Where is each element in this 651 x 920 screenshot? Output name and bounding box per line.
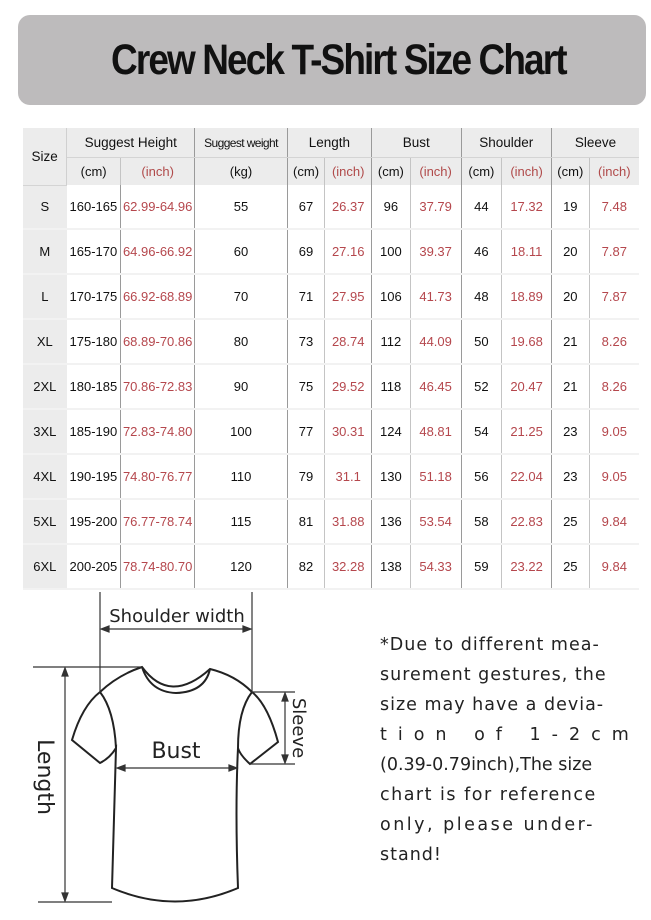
size-cell: L — [23, 274, 67, 319]
size-cell: 2XL — [23, 364, 67, 409]
sleeve-inch-cell: 9.84 — [589, 499, 639, 544]
weight-cell: 60 — [195, 229, 287, 274]
note-line: stand! — [380, 845, 442, 865]
size-cell: XL — [23, 319, 67, 364]
shoulder-inch-cell: 19.68 — [502, 319, 552, 364]
length-inch-cell: 31.88 — [325, 499, 372, 544]
length-inch-cell: 30.31 — [325, 409, 372, 454]
unit-bust-inch: (inch) — [410, 158, 461, 186]
note-line: surement gestures, the — [380, 665, 607, 685]
sleeve-cm-cell: 20 — [552, 274, 590, 319]
bust-inch-cell: 44.09 — [410, 319, 461, 364]
size-cell: 3XL — [23, 409, 67, 454]
unit-height-inch: (inch) — [121, 158, 195, 186]
sleeve-inch-cell: 9.05 — [589, 454, 639, 499]
sleeve-inch-cell: 8.26 — [589, 319, 639, 364]
height-cm-cell: 200-205 — [67, 544, 121, 589]
bust-inch-cell: 39.37 — [410, 229, 461, 274]
weight-cell: 70 — [195, 274, 287, 319]
bust-cm-cell: 130 — [372, 454, 411, 499]
length-cm-cell: 82 — [287, 544, 325, 589]
length-label: Length — [32, 739, 57, 815]
bust-cm-cell: 106 — [372, 274, 411, 319]
bust-inch-cell: 41.73 — [410, 274, 461, 319]
unit-sleeve-cm: (cm) — [552, 158, 590, 186]
header-size: Size — [23, 128, 67, 185]
shoulder-inch-cell: 20.47 — [502, 364, 552, 409]
shoulder-cm-cell: 50 — [461, 319, 502, 364]
header-suggest-weight: Suggest weight — [195, 128, 287, 158]
height-inch-cell: 64.96-66.92 — [121, 229, 195, 274]
unit-shoulder-inch: (inch) — [502, 158, 552, 186]
length-inch-cell: 32.28 — [325, 544, 372, 589]
bust-cm-cell: 124 — [372, 409, 411, 454]
length-inch-cell: 27.16 — [325, 229, 372, 274]
header-suggest-height: Suggest Height — [67, 128, 195, 158]
bust-cm-cell: 96 — [372, 185, 411, 229]
unit-height-cm: (cm) — [67, 158, 121, 186]
note-line: (0.39-0.79inch),The size — [380, 755, 593, 775]
size-cell: S — [23, 185, 67, 229]
shoulder-cm-cell: 46 — [461, 229, 502, 274]
height-cm-cell: 165-170 — [67, 229, 121, 274]
height-inch-cell: 72.83-74.80 — [121, 409, 195, 454]
sleeve-cm-cell: 19 — [552, 185, 590, 229]
height-cm-cell: 190-195 — [67, 454, 121, 499]
bust-inch-cell: 53.54 — [410, 499, 461, 544]
weight-cell: 110 — [195, 454, 287, 499]
shoulder-inch-cell: 17.32 — [502, 185, 552, 229]
shoulder-inch-cell: 22.83 — [502, 499, 552, 544]
sleeve-inch-cell: 9.05 — [589, 409, 639, 454]
page-title: Crew Neck T-Shirt Size Chart — [111, 35, 566, 84]
length-inch-cell: 27.95 — [325, 274, 372, 319]
note-line: chart is for reference — [380, 785, 597, 805]
shoulder-inch-cell: 18.11 — [502, 229, 552, 274]
bust-cm-cell: 100 — [372, 229, 411, 274]
height-cm-cell: 185-190 — [67, 409, 121, 454]
length-inch-cell: 26.37 — [325, 185, 372, 229]
shoulder-inch-cell: 23.22 — [502, 544, 552, 589]
size-table-body — [23, 185, 639, 589]
length-inch-cell: 29.52 — [325, 364, 372, 409]
length-cm-cell: 81 — [287, 499, 325, 544]
height-inch-cell: 76.77-78.74 — [121, 499, 195, 544]
length-inch-cell: 28.74 — [325, 319, 372, 364]
shoulder-inch-cell: 18.89 — [502, 274, 552, 319]
shoulder-inch-cell: 22.04 — [502, 454, 552, 499]
sleeve-inch-cell: 7.87 — [589, 274, 639, 319]
sleeve-inch-cell: 7.87 — [589, 229, 639, 274]
note-line: *Due to different mea- — [380, 635, 600, 655]
weight-cell: 55 — [195, 185, 287, 229]
bust-inch-cell: 54.33 — [410, 544, 461, 589]
length-cm-cell: 67 — [287, 185, 325, 229]
height-cm-cell: 160-165 — [67, 185, 121, 229]
note-line: size may have a devia- — [380, 695, 605, 715]
unit-weight-kg: (kg) — [195, 158, 287, 186]
shoulder-cm-cell: 52 — [461, 364, 502, 409]
weight-cell: 100 — [195, 409, 287, 454]
length-cm-cell: 73 — [287, 319, 325, 364]
sleeve-cm-cell: 20 — [552, 229, 590, 274]
table-row — [23, 229, 639, 274]
header-row-groups — [23, 128, 639, 158]
shoulder-cm-cell: 44 — [461, 185, 502, 229]
shoulder-inch-cell: 21.25 — [502, 409, 552, 454]
sleeve-cm-cell: 21 — [552, 319, 590, 364]
tshirt-measurement-diagram — [0, 580, 340, 920]
sleeve-cm-cell: 23 — [552, 409, 590, 454]
sleeve-label: Sleeve — [288, 697, 309, 759]
height-inch-cell: 78.74-80.70 — [121, 544, 195, 589]
height-inch-cell: 74.80-76.77 — [121, 454, 195, 499]
title-banner — [18, 15, 646, 105]
shoulder-cm-cell: 56 — [461, 454, 502, 499]
size-cell: M — [23, 229, 67, 274]
shoulder-cm-cell: 54 — [461, 409, 502, 454]
table-row — [23, 499, 639, 544]
bust-label: Bust — [151, 739, 201, 764]
size-cell: 5XL — [23, 499, 67, 544]
height-cm-cell: 170-175 — [67, 274, 121, 319]
size-cell: 6XL — [23, 544, 67, 589]
bust-cm-cell: 138 — [372, 544, 411, 589]
bust-cm-cell: 112 — [372, 319, 411, 364]
height-cm-cell: 195-200 — [67, 499, 121, 544]
measurement-disclaimer — [380, 630, 640, 870]
table-row — [23, 364, 639, 409]
weight-cell: 80 — [195, 319, 287, 364]
height-inch-cell: 70.86-72.83 — [121, 364, 195, 409]
height-inch-cell: 68.89-70.86 — [121, 319, 195, 364]
sleeve-inch-cell: 8.26 — [589, 364, 639, 409]
header-shoulder: Shoulder — [461, 128, 551, 158]
shoulder-cm-cell: 58 — [461, 499, 502, 544]
note-line: only, please under- — [380, 815, 595, 835]
bust-inch-cell: 48.81 — [410, 409, 461, 454]
length-cm-cell: 69 — [287, 229, 325, 274]
length-cm-cell: 77 — [287, 409, 325, 454]
weight-cell: 120 — [195, 544, 287, 589]
unit-shoulder-cm: (cm) — [461, 158, 502, 186]
unit-length-cm: (cm) — [287, 158, 325, 186]
table-row — [23, 319, 639, 364]
header-bust: Bust — [372, 128, 461, 158]
unit-sleeve-inch: (inch) — [589, 158, 639, 186]
shoulder-width-label: Shoulder width — [109, 606, 245, 627]
unit-bust-cm: (cm) — [372, 158, 411, 186]
bust-inch-cell: 51.18 — [410, 454, 461, 499]
table-row — [23, 454, 639, 499]
length-cm-cell: 71 — [287, 274, 325, 319]
length-cm-cell: 75 — [287, 364, 325, 409]
bust-cm-cell: 118 — [372, 364, 411, 409]
length-inch-cell: 31.1 — [325, 454, 372, 499]
header-length: Length — [287, 128, 371, 158]
unit-length-inch: (inch) — [325, 158, 372, 186]
sleeve-cm-cell: 23 — [552, 454, 590, 499]
bust-cm-cell: 136 — [372, 499, 411, 544]
table-row — [23, 185, 639, 229]
header-sleeve: Sleeve — [552, 128, 640, 158]
height-inch-cell: 62.99-64.96 — [121, 185, 195, 229]
length-cm-cell: 79 — [287, 454, 325, 499]
shoulder-cm-cell: 59 — [461, 544, 502, 589]
weight-cell: 115 — [195, 499, 287, 544]
header-row-units — [23, 158, 639, 186]
size-cell: 4XL — [23, 454, 67, 499]
table-row — [23, 409, 639, 454]
height-inch-cell: 66.92-68.89 — [121, 274, 195, 319]
sleeve-cm-cell: 21 — [552, 364, 590, 409]
sleeve-inch-cell: 9.84 — [589, 544, 639, 589]
table-row — [23, 274, 639, 319]
tshirt-outline-icon — [72, 667, 278, 902]
sleeve-inch-cell: 7.48 — [589, 185, 639, 229]
size-table — [23, 128, 639, 590]
sleeve-cm-cell: 25 — [552, 544, 590, 589]
note-line: tion of 1-2cm — [380, 725, 640, 745]
bust-inch-cell: 37.79 — [410, 185, 461, 229]
bust-inch-cell: 46.45 — [410, 364, 461, 409]
shoulder-cm-cell: 48 — [461, 274, 502, 319]
sleeve-cm-cell: 25 — [552, 499, 590, 544]
weight-cell: 90 — [195, 364, 287, 409]
height-cm-cell: 180-185 — [67, 364, 121, 409]
height-cm-cell: 175-180 — [67, 319, 121, 364]
